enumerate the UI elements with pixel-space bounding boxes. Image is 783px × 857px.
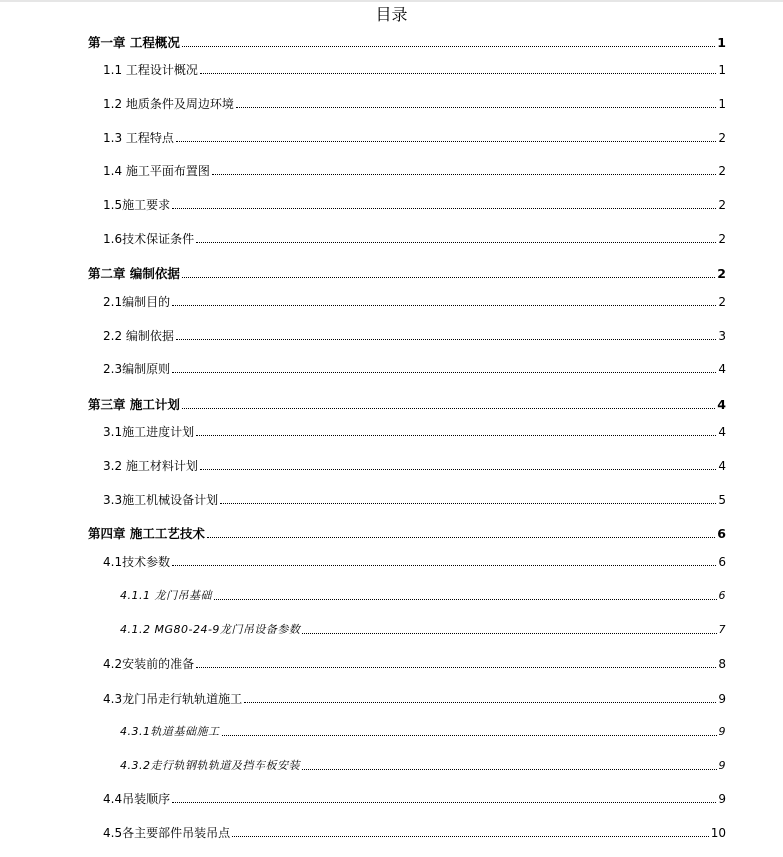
toc-entry-section[interactable]	[103, 293, 726, 309]
toc-entry-section[interactable]	[103, 824, 726, 840]
toc-page-number: 2	[718, 295, 726, 309]
toc-entry-section[interactable]	[103, 655, 726, 671]
toc-entry-subsection[interactable]	[120, 757, 726, 773]
toc-page-number: 2	[718, 232, 726, 246]
toc-dot-leader	[172, 372, 716, 373]
toc-dot-leader	[172, 802, 716, 803]
toc-dot-leader	[244, 702, 716, 703]
toc-page-number: 5	[718, 493, 726, 507]
toc-entry-chapter[interactable]	[88, 265, 726, 281]
toc-entry-section[interactable]	[103, 162, 726, 178]
toc-entry-title: 4.1.1 龙门吊基础	[120, 589, 212, 602]
toc-page-number: 2	[718, 198, 726, 212]
toc-entry-title: 第二章 编制依据	[88, 266, 180, 281]
toc-dot-leader	[200, 73, 716, 74]
toc-entry-subsection[interactable]	[120, 723, 726, 739]
toc-dot-leader	[172, 305, 716, 306]
toc-page-number: 9	[718, 792, 726, 806]
toc-dot-leader	[176, 141, 716, 142]
toc-dot-leader	[196, 667, 716, 668]
toc-entry-title: 4.3龙门吊走行轨轨道施工	[103, 692, 243, 706]
toc-entry-title: 3.1施工进度计划	[103, 425, 195, 439]
page-title: 目录	[375, 5, 408, 24]
toc-page-number: 4	[717, 397, 726, 412]
toc-entry-title: 1.3 工程特点	[103, 131, 174, 145]
toc-dot-leader	[214, 599, 717, 600]
toc-dot-leader	[302, 633, 716, 634]
toc-dot-leader	[232, 836, 709, 837]
toc-dot-leader	[220, 503, 716, 504]
toc-entry-chapter[interactable]	[88, 525, 726, 541]
toc-entry-section[interactable]	[103, 790, 726, 806]
toc-dot-leader	[212, 174, 716, 175]
toc-page-number: 6	[718, 555, 726, 569]
toc-dot-leader	[182, 408, 715, 409]
toc-dot-leader	[222, 735, 717, 736]
toc-entry-section[interactable]	[103, 129, 726, 145]
toc-entry-title: 1.5施工要求	[103, 198, 171, 212]
toc-entry-section[interactable]	[103, 457, 726, 473]
toc-page-number: 6	[718, 589, 726, 602]
toc-entry-title: 3.3施工机械设备计划	[103, 493, 219, 507]
toc-page-number: 1	[718, 63, 726, 77]
toc-page-number: 2	[718, 164, 726, 178]
toc-entry-section[interactable]	[103, 327, 726, 343]
toc-entry-title: 第三章 施工计划	[88, 397, 180, 412]
toc-page-number: 4	[718, 425, 726, 439]
toc-entry-section[interactable]	[103, 491, 726, 507]
toc-entry-section[interactable]	[103, 690, 726, 706]
toc-entry-title: 1.1 工程设计概况	[103, 63, 198, 77]
toc-entry-title: 1.6技术保证条件	[103, 232, 195, 246]
toc-page-number: 2	[717, 266, 726, 281]
toc-page-number: 4	[718, 362, 726, 376]
toc-dot-leader	[196, 435, 716, 436]
page-top-border	[0, 0, 783, 2]
toc-entry-section[interactable]	[103, 230, 726, 246]
toc-dot-leader	[172, 208, 716, 209]
toc-entry-title: 4.3.1轨道基础施工	[120, 725, 220, 738]
toc-page-number: 4	[718, 459, 726, 473]
toc-page-number: 6	[717, 526, 726, 541]
toc-entry-section[interactable]	[103, 423, 726, 439]
toc-page-number: 9	[718, 759, 726, 772]
toc-entry-title: 4.2安装前的准备	[103, 657, 195, 671]
toc-entry-section[interactable]	[103, 196, 726, 212]
toc-entry-title: 4.3.2走行轨钢轨轨道及挡车板安装	[120, 759, 300, 772]
toc-entry-chapter[interactable]	[88, 34, 726, 50]
toc-entry-title: 4.1.2 MG80-24-9龙门吊设备参数	[120, 623, 301, 636]
toc-page-number: 9	[718, 692, 726, 706]
toc-entry-title: 3.2 施工材料计划	[103, 459, 198, 473]
toc-dot-leader	[302, 769, 717, 770]
toc-page-number: 1	[718, 97, 726, 111]
toc-entry-section[interactable]	[103, 553, 726, 569]
toc-entry-title: 2.3编制原则	[103, 362, 171, 376]
toc-entry-section[interactable]	[103, 95, 726, 111]
toc-page-number: 8	[718, 657, 726, 671]
toc-entry-title: 第一章 工程概况	[88, 35, 180, 50]
toc-dot-leader	[172, 565, 716, 566]
toc-entry-title: 第四章 施工工艺技术	[88, 526, 205, 541]
toc-page-number: 1	[717, 35, 726, 50]
toc-entry-title: 4.1技术参数	[103, 555, 171, 569]
toc-entry-title: 1.4 施工平面布置图	[103, 164, 210, 178]
toc-dot-leader	[196, 242, 716, 243]
toc-page-number: 3	[718, 329, 726, 343]
toc-entry-title: 1.2 地质条件及周边环境	[103, 97, 234, 111]
toc-entry-title: 2.1编制目的	[103, 295, 171, 309]
toc-dot-leader	[207, 537, 715, 538]
toc-entry-title: 4.5各主要部件吊装吊点	[103, 826, 231, 840]
toc-dot-leader	[176, 339, 716, 340]
toc-entry-section[interactable]	[103, 360, 726, 376]
toc-page-number: 7	[718, 623, 726, 636]
toc-entry-subsection[interactable]	[120, 621, 726, 637]
toc-dot-leader	[182, 277, 715, 278]
toc-entry-title: 2.2 编制依据	[103, 329, 174, 343]
toc-dot-leader	[200, 469, 716, 470]
toc-page-number: 2	[718, 131, 726, 145]
toc-dot-leader	[236, 107, 716, 108]
toc-dot-leader	[182, 46, 715, 47]
toc-entry-chapter[interactable]	[88, 396, 726, 412]
toc-page-number: 9	[718, 725, 726, 738]
toc-entry-title: 4.4吊装顺序	[103, 792, 171, 806]
toc-page-number: 10	[710, 826, 726, 840]
toc-entry-subsection[interactable]	[120, 587, 726, 603]
toc-entry-section[interactable]	[103, 61, 726, 77]
